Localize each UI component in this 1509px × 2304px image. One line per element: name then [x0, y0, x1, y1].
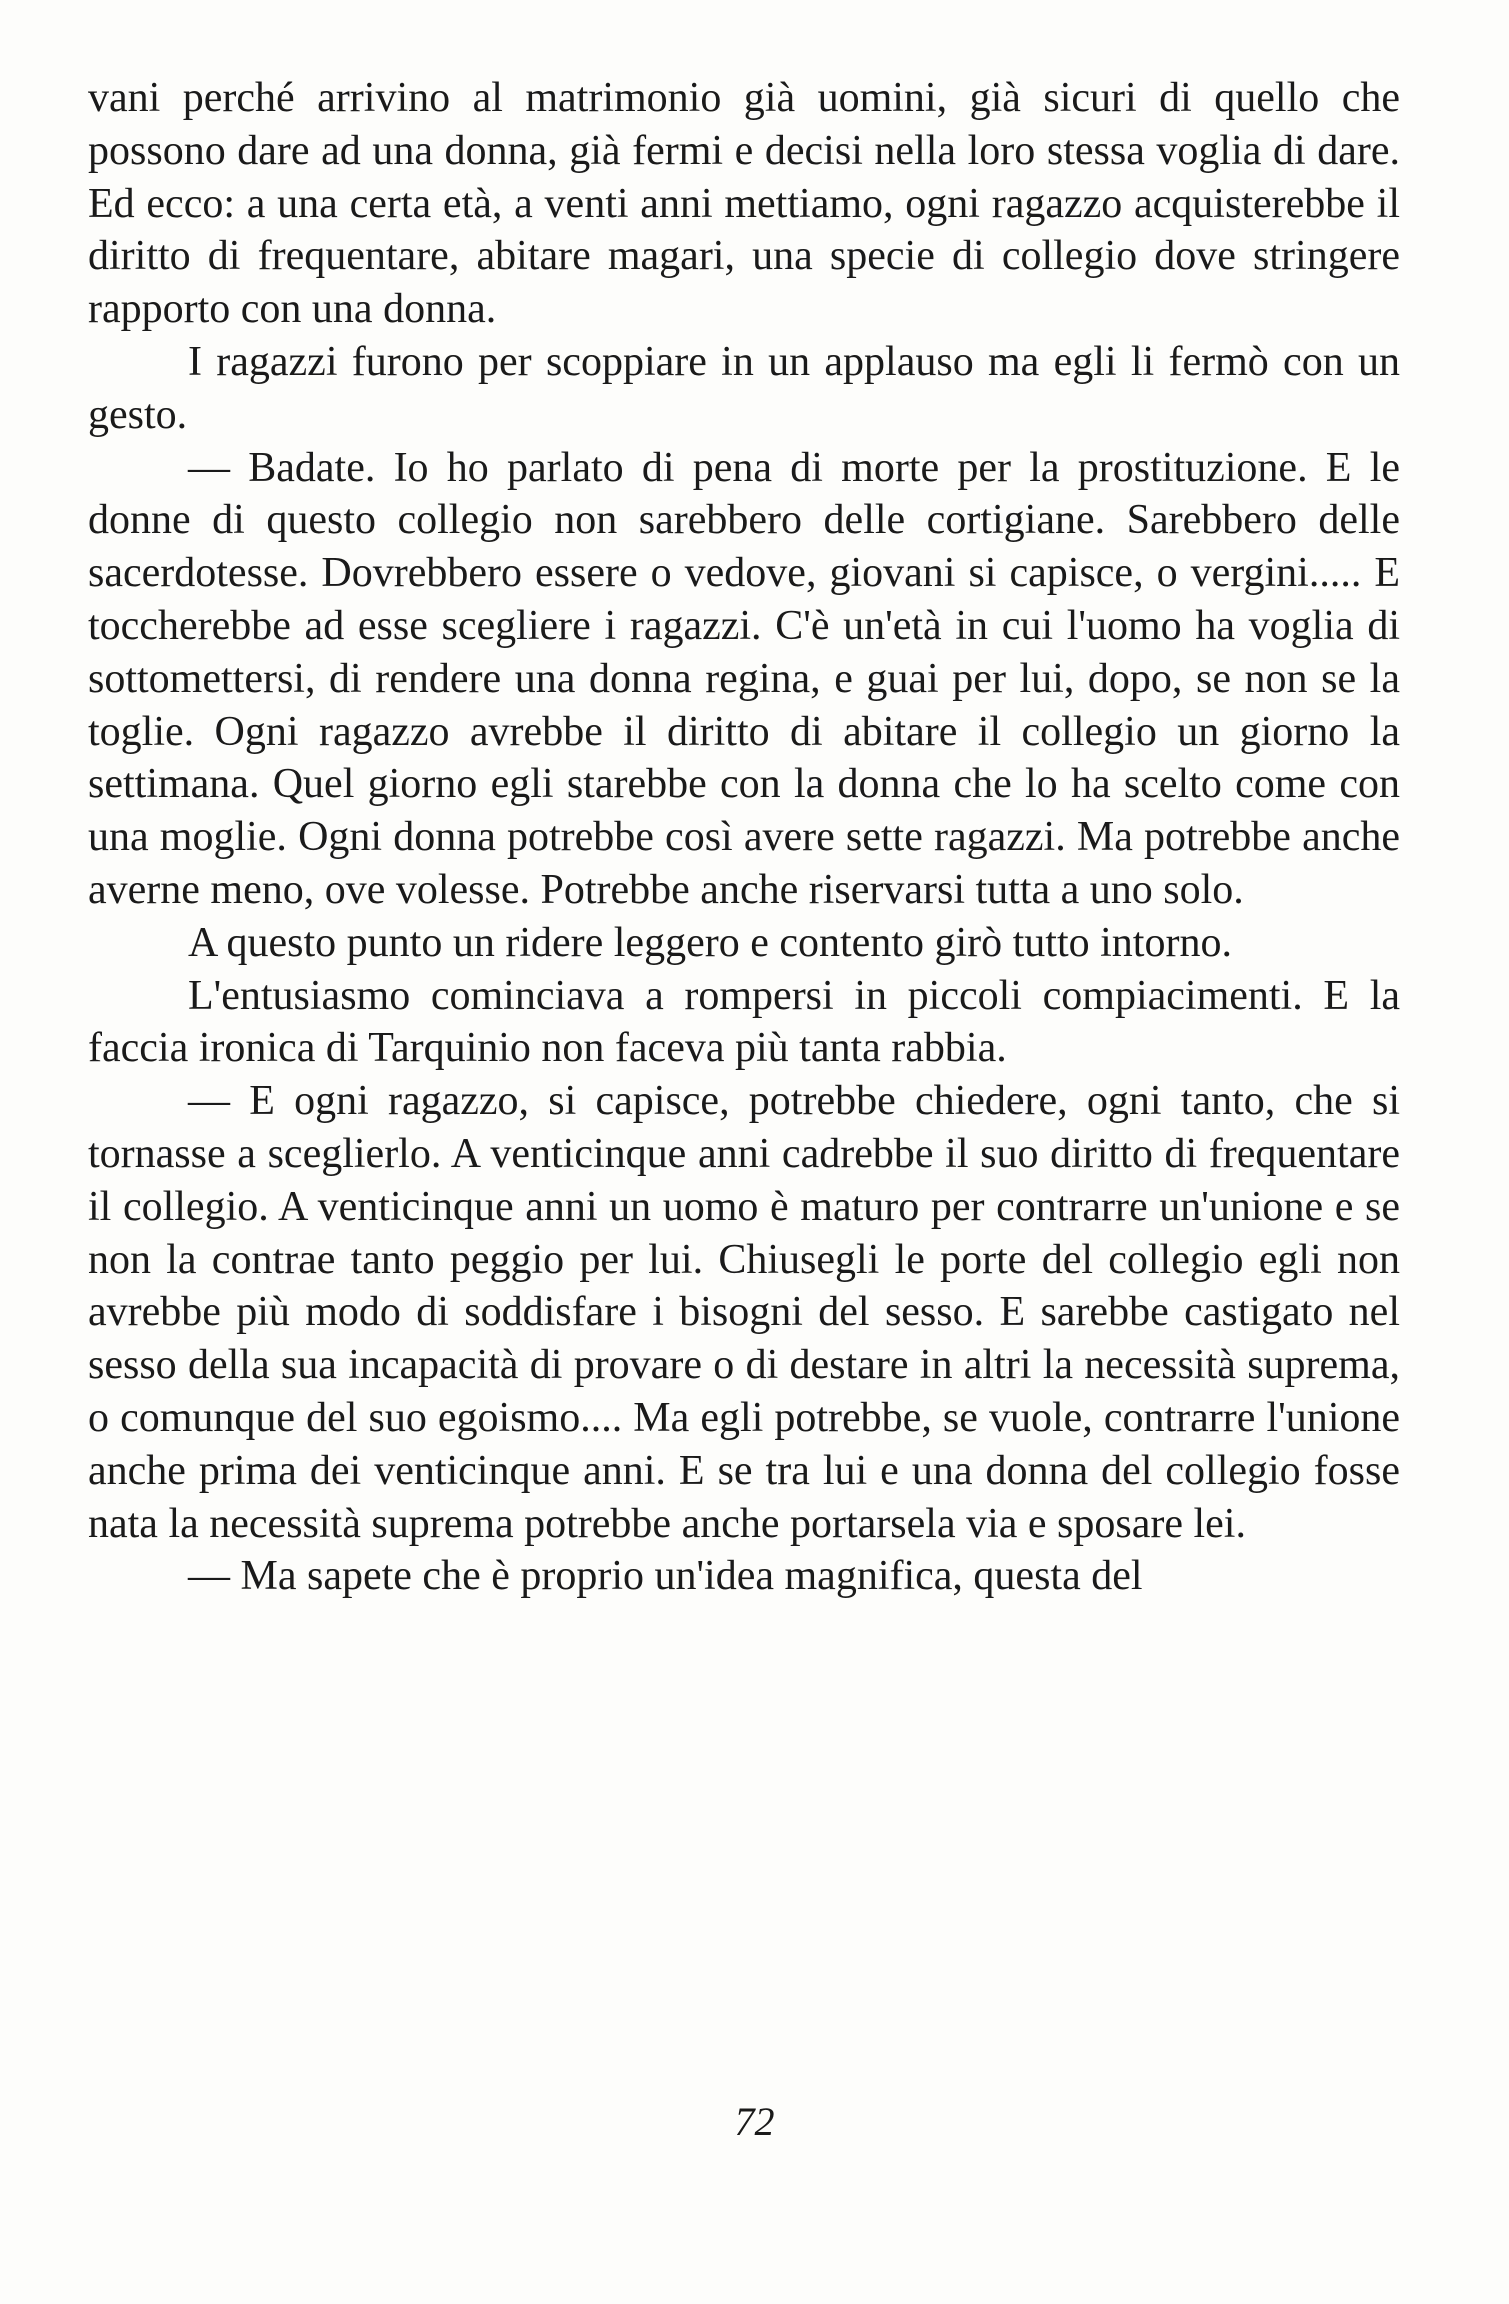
paragraph-ridere: A questo punto un ridere leggero e contento girò tutto intorno.	[188, 919, 1232, 966]
paragraph-entusiasmo: L'entusiasmo cominciava a rompersi in piccoli compiacimenti. E la faccia ironica di Tarquinio non faceva più tanta rabbia.	[88, 972, 1400, 1072]
paragraph-ogni-ragazzo: — E ogni ragazzo, si capisce, potrebbe chiedere, ogni tanto, che si tornasse a sceglierlo. A venticinque anni cadrebbe il suo diritto di frequentare il collegio. A venticinque anni un uomo è maturo per contrarre un'unione e se non la contrae tanto peggio per lui. Chiusegli le porte del collegio egli non avrebbe più modo di soddisfare i bisogni del sesso. E sarebbe castigato nel sesso della sua incapacità di provare o di destare in altri la necessità suprema, o comunque del suo egoismo.... Ma egli potrebbe, se vuole, contrarre l'unione anche prima dei venticinque anni. E se tra lui e una donna del collegio fosse nata la necessità suprema potrebbe anche portarsela via e sposare lei.	[88, 1078, 1400, 1547]
body-text	[88, 72, 1400, 1603]
paragraph-idea-magnifica: — Ma sapete che è proprio un'idea magnifica, questa del	[188, 1553, 1143, 1600]
page-number: 72	[734, 2099, 775, 2144]
paragraph-applause: I ragazzi furono per scoppiare in un applauso ma egli li fermò con un gesto.	[88, 338, 1400, 438]
paragraph-badate: — Badate. Io ho parlato di pena di morte per la prostituzione. E le donne di questo collegio non sarebbero delle cortigiane. Sarebbero delle sacerdotesse. Dovrebbero essere o vedove, giovani si capisce, o vergini..... E toccherebbe ad esse scegliere i ragazzi. C'è un'età in cui l'uomo ha voglia di sottomettersi, di rendere una donna regina, e guai per lui, dopo, se non se la toglie. Ogni ragazzo avrebbe il diritto di abitare il collegio un giorno la settimana. Quel giorno egli starebbe con la donna che lo ha scelto come con una moglie. Ogni donna potrebbe così avere sette ragazzi. Ma potrebbe anche averne meno, ove volesse. Potrebbe anche riservarsi tutta a uno solo.	[88, 444, 1400, 913]
paragraph-continuation: vani perché arrivino al matrimonio già uomini, già sicuri di quello che possono dare ad una donna, già fermi e decisi nella loro stessa voglia di dare. Ed ecco: a una certa età, a venti anni mettiamo, ogni ragazzo acquisterebbe il diritto di frequentare, abitare magari, una specie di collegio dove stringere rapporto con una donna.	[88, 75, 1400, 333]
